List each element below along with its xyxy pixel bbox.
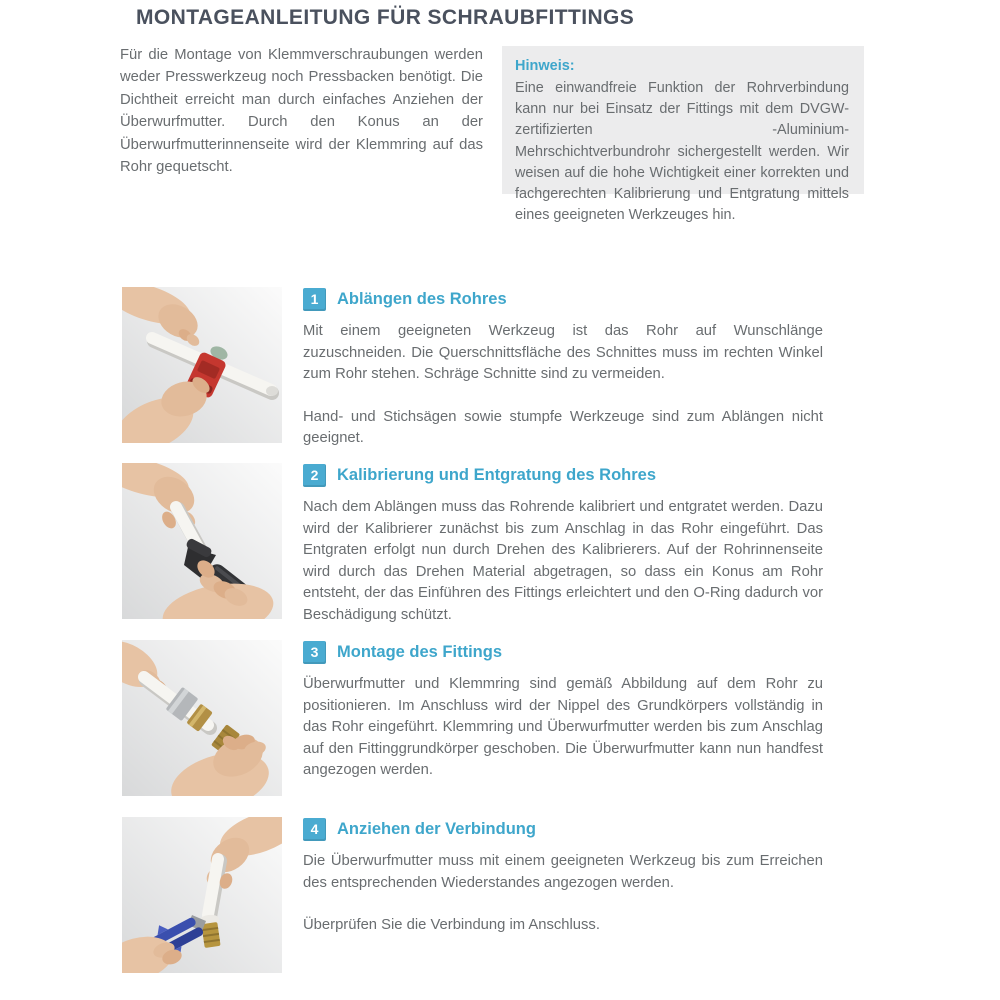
step-3	[122, 640, 823, 796]
step-4-paragraph: Überprüfen Sie die Verbindung im Anschluss.	[303, 917, 600, 934]
step-3-header	[303, 640, 823, 664]
step-3-photo-fitting-assembly	[122, 640, 282, 796]
step-4-content	[303, 817, 823, 973]
note-label: Hinweis:	[515, 58, 575, 74]
step-3-title: Montage des Fittings	[337, 642, 502, 661]
step-1-content	[303, 287, 823, 450]
step-2-paragraph: Nach dem Ablängen muss das Rohrende kalibriert und entgratet werden. Dazu wird der Kalibrierer zunächst bis zum Anschlag in das Rohr eingeführt. Das Entgraten erfolgt nun durch Drehen des Kalibrierers. Auf der Rohrinnenseite wird durch das Drehen Material abgetragen, so dass ein Konus am Rohr entsteht, der das Einführen des Fittings erleichtert und den O-Ring dadurch vor Beschädigung schützt.	[303, 499, 823, 623]
step-1-photo-pipe-cutting	[122, 287, 282, 443]
step-1	[122, 287, 823, 450]
step-3-number-badge: 3	[303, 641, 326, 664]
note-box	[502, 46, 864, 224]
step-1-number-badge: 1	[303, 288, 326, 311]
step-1-paragraph: Hand- und Stichsägen sowie stumpfe Werkzeuge sind zum Ablängen nicht geeignet.	[303, 408, 823, 447]
note-text-before-gap: Eine einwandfreie Funktion der Rohrverbindung kann nur bei Einsatz der Fittings mit dem DVGW-zertifizierten	[515, 80, 849, 139]
note-text	[515, 78, 849, 226]
step-1-paragraph: Mit einem geeigneten Werkzeug ist das Rohr auf Wunschlänge zuzuschneiden. Die Querschnittsfläche des Schnittes muss im rechten Winkel zum Rohr stehen. Schräge Schnitte sind zu vermeiden.	[303, 323, 823, 383]
step-2-photo-pipe-calibrating	[122, 463, 282, 619]
note-text-after-gap: -Aluminium-Mehrschichtverbundrohr sichergestellt werden. Wir weisen auf die hohe Wichtigkeit einer korrekten und fachgerechten Kalibrierung und Entgratung mittels eines geeigneten Werkzeuges hin.	[515, 122, 849, 224]
step-2-header	[303, 463, 823, 487]
step-4-photo-tightening-connection	[122, 817, 282, 973]
intro-paragraph: Für die Montage von Klemmverschraubungen werden weder Presswerkzeug noch Pressbacken benötigt. Die Dichtheit erreicht man durch einfaches Anziehen der Überwurfmutter. Durch den Konus an der Überwurfmutterinnenseite wird der Klemmring auf das Rohr gequetscht.	[120, 47, 483, 176]
redacted-brand-space	[714, 133, 772, 134]
step-4-number-badge: 4	[303, 818, 326, 841]
step-3-content	[303, 640, 823, 796]
step-1-title: Ablängen des Rohres	[337, 289, 507, 308]
step-2	[122, 463, 823, 627]
step-1-header	[303, 287, 823, 311]
page-title: MONTAGEANLEITUNG FÜR SCHRAUBFITTINGS	[136, 6, 635, 29]
step-3-paragraph: Überwurfmutter und Klemmring sind gemäß Abbildung auf dem Rohr zu positionieren. Im Anschluss wird der Nippel des Grundkörpers vollständig in das Rohr eingeführt. Klemmring und Überwurfmutter werden bis zum Anschlag auf den Fittinggrundkörper geschoben. Die Überwurfmutter kann nun handfest angezogen werden.	[303, 676, 823, 779]
step-4	[122, 817, 823, 973]
step-2-number-badge: 2	[303, 464, 326, 487]
step-4-title: Anziehen der Verbindung	[337, 819, 536, 838]
step-2-title: Kalibrierung und Entgratung des Rohres	[337, 465, 657, 484]
step-4-header	[303, 817, 823, 841]
step-2-content	[303, 463, 823, 627]
step-4-paragraph: Die Überwurfmutter muss mit einem geeigneten Werkzeug bis zum Erreichen des entsprechenden Wiederstandes angezogen werden.	[303, 853, 823, 891]
